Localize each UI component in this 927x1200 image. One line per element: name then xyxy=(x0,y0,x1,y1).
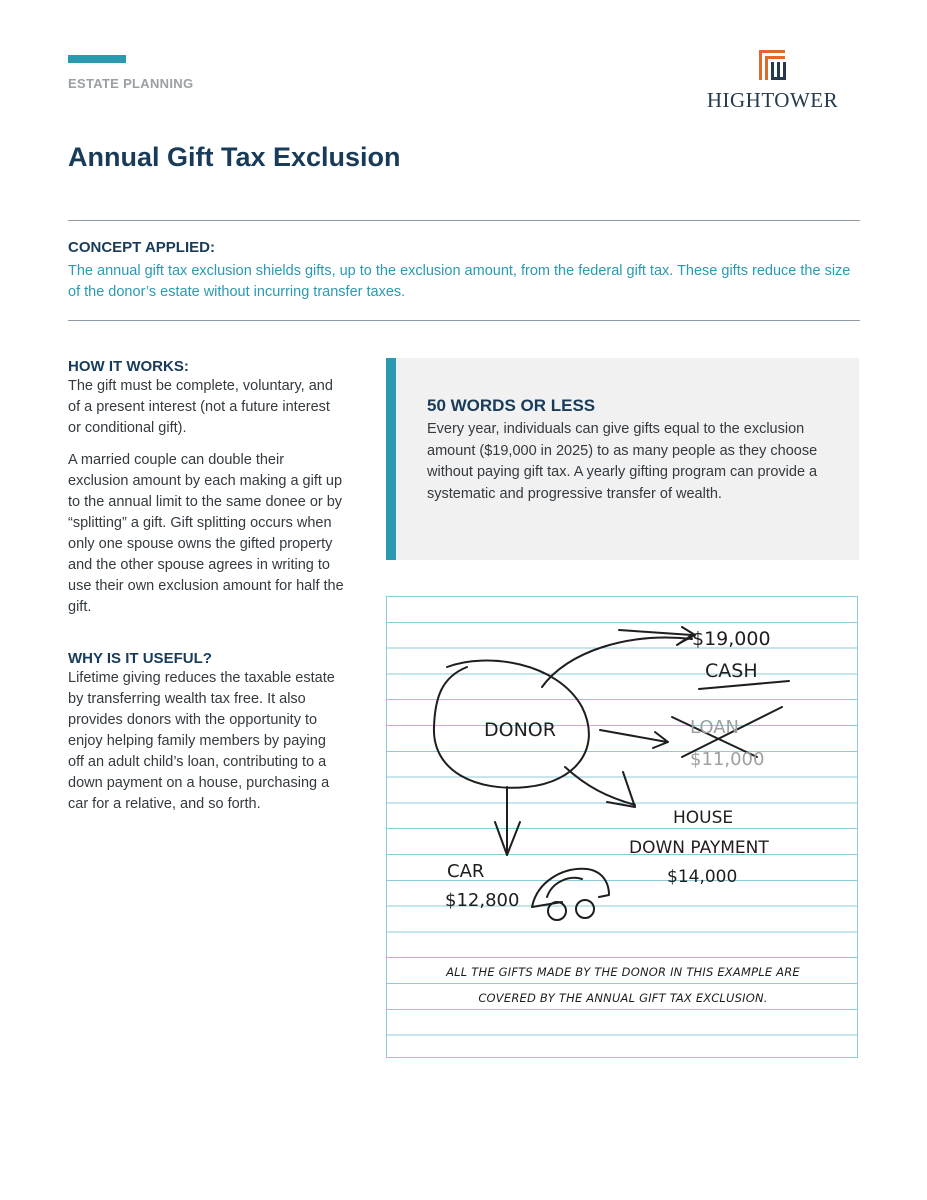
cash-amount: $19,000 xyxy=(692,628,771,650)
concept-label: CONCEPT APPLIED: xyxy=(68,239,215,256)
arrow-to-cash xyxy=(542,638,692,687)
sketch-note-line1: ALL THE GIFTS MADE BY THE DONOR IN THIS EXAMPLE ARE xyxy=(446,965,800,979)
arrow-to-house xyxy=(565,767,635,805)
callout-accent-bar xyxy=(386,358,396,560)
gift-sketch-notepad xyxy=(386,596,858,1058)
cash-label: CASH xyxy=(705,660,758,682)
page-title: Annual Gift Tax Exclusion xyxy=(68,142,401,172)
hightower-logo xyxy=(700,48,845,114)
loan-label: LOAN xyxy=(690,717,740,738)
car-amount: $12,800 xyxy=(445,890,520,911)
callout-heading: 50 WORDS OR LESS xyxy=(427,396,596,415)
logo-mark-icon xyxy=(757,48,789,82)
house-amount: $14,000 xyxy=(667,867,738,887)
fifty-words-callout xyxy=(386,358,859,560)
why-useful-paragraph: Lifetime giving reduces the taxable estate by transferring wealth tax free. It also provides donors with the opportunity to enjoy helping family members by paying off an adult child’s loan, contributing to a down payment on a house, purchasing a car for a relative, and so forth. xyxy=(68,670,335,812)
arrow-to-loan xyxy=(600,730,667,742)
how-it-works-heading: HOW IT WORKS: xyxy=(68,358,189,375)
how-it-works-paragraph: The gift must be complete, voluntary, and of a present interest (not a future interest or conditional gift). xyxy=(68,378,333,436)
cash-underline xyxy=(699,681,789,689)
concept-text: The annual gift tax exclusion shields gifts, up to the exclusion amount, from the federal gift tax. These gifts reduce the size of the donor’s estate without incurring transfer taxes. xyxy=(68,263,851,300)
gift-sketch xyxy=(387,597,859,1059)
logo-text: HIGHTOWER xyxy=(706,88,839,112)
divider-bottom xyxy=(68,320,860,321)
section-eyebrow: ESTATE PLANNING xyxy=(68,76,194,91)
callout-text: Every year, individuals can give gifts equal to the exclusion amount ($19,000 in 2025) to as many people as they choose without paying gift tax. A yearly gifting program can provide a systematic and progressive transfer of wealth. xyxy=(427,421,818,502)
car-label: CAR xyxy=(447,861,485,882)
divider-top xyxy=(68,220,860,221)
house-label: HOUSE xyxy=(673,808,734,828)
donor-label: DONOR xyxy=(484,719,556,741)
sketch-note-line2: COVERED BY THE ANNUAL GIFT TAX EXCLUSION. xyxy=(478,991,768,1005)
how-it-works-paragraph: A married couple can double their exclusion amount by each making a gift up to the annual limit to the same donee or by “splitting” a gift. Gift splitting occurs when only one spouse owns the gifted property and the other spouse agrees in writing to use their own exclusion amount for half the gift. xyxy=(68,452,344,615)
why-useful-heading: WHY IS IT USEFUL? xyxy=(68,650,212,667)
left-column xyxy=(68,357,344,826)
loan-amount: $11,000 xyxy=(690,749,765,770)
house-sub-label: DOWN PAYMENT xyxy=(629,838,769,858)
accent-bar xyxy=(68,55,126,63)
car-icon xyxy=(532,869,609,907)
